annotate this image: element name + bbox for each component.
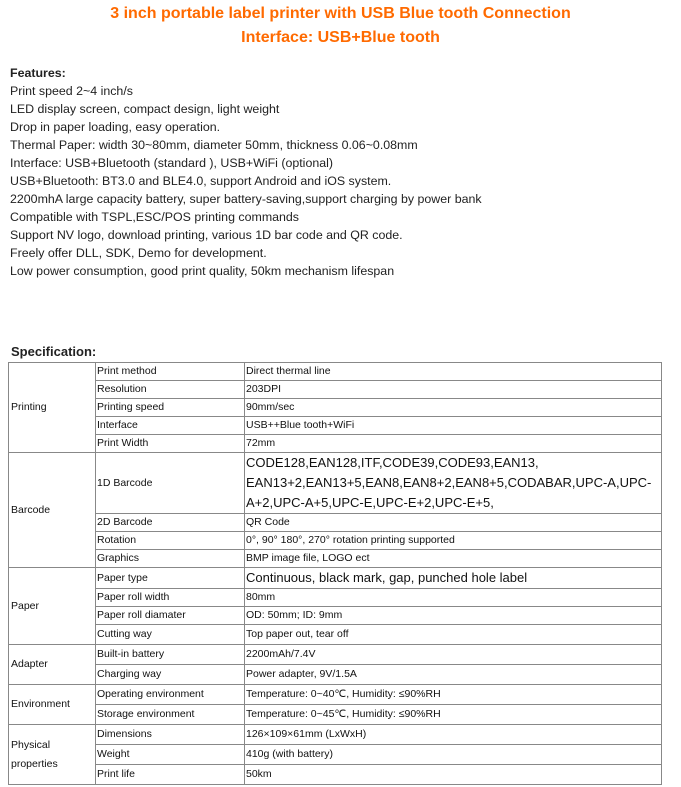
spec-value: USB++Blue tooth+WiFi: [245, 417, 662, 435]
table-row: [9, 453, 662, 514]
category-cell: Adapter: [9, 645, 96, 685]
spec-name: Print Width: [96, 435, 245, 453]
spec-name: Paper roll diamater: [96, 607, 245, 625]
table-row: [9, 745, 662, 765]
table-row: [9, 381, 662, 399]
feature-item: 2200mhA large capacity battery, super battery-saving,support charging by power bank: [10, 192, 482, 206]
feature-item: LED display screen, compact design, light weight: [10, 102, 280, 116]
table-row: [9, 550, 662, 568]
spec-name: Paper type: [96, 568, 245, 589]
spec-value: 203DPI: [245, 381, 662, 399]
spec-name: Built-in battery: [96, 645, 245, 665]
spec-name: Rotation: [96, 532, 245, 550]
category-cell: Environment: [9, 685, 96, 725]
spec-name: Print life: [96, 765, 245, 785]
spec-value: Continuous, black mark, gap, punched hole label: [245, 568, 662, 589]
category-cell: Barcode: [9, 453, 96, 568]
category-cell: Printing: [9, 363, 96, 453]
spec-value: Temperature: 0~40℃, Humidity: ≤90%RH: [245, 685, 662, 705]
page-title: 3 inch portable label printer with USB Blue tooth Connection: [110, 5, 571, 22]
category-cell: Physical properties: [9, 725, 96, 785]
feature-item: Drop in paper loading, easy operation.: [10, 120, 221, 134]
spec-name: Paper roll width: [96, 589, 245, 607]
spec-name: Operating environment: [96, 685, 245, 705]
table-row: [9, 705, 662, 725]
spec-value: 80mm: [245, 589, 662, 607]
spec-name: Cutting way: [96, 625, 245, 645]
spec-value: QR Code: [245, 514, 662, 532]
page-subtitle: Interface: USB+Blue tooth: [241, 29, 440, 46]
specification-table: [8, 362, 662, 785]
spec-name: Graphics: [96, 550, 245, 568]
specification-heading: Specification:: [11, 344, 97, 359]
table-row: [9, 645, 662, 665]
category-cell: Paper: [9, 568, 96, 645]
spec-value: Top paper out, tear off: [245, 625, 662, 645]
spec-name: Interface: [96, 417, 245, 435]
feature-item: Print speed 2~4 inch/s: [10, 84, 133, 98]
spec-name: Print method: [96, 363, 245, 381]
feature-item: Thermal Paper: width 30~80mm, diameter 50mm, thickness 0.06~0.08mm: [10, 138, 418, 152]
spec-value: 410g (with battery): [245, 745, 662, 765]
table-row: [9, 363, 662, 381]
spec-name: 1D Barcode: [96, 453, 245, 514]
feature-item: USB+Bluetooth: BT3.0 and BLE4.0, support Android and iOS system.: [10, 174, 392, 188]
features-heading: Features:: [10, 66, 66, 80]
spec-name: Resolution: [96, 381, 245, 399]
table-row: [9, 625, 662, 645]
spec-value: 0°, 90° 180°, 270° rotation printing supported: [245, 532, 662, 550]
spec-value: Direct thermal line: [245, 363, 662, 381]
spec-name: Weight: [96, 745, 245, 765]
feature-item: Freely offer DLL, SDK, Demo for development.: [10, 246, 267, 260]
spec-value: Temperature: 0~45℃, Humidity: ≤90%RH: [245, 705, 662, 725]
spec-name: Charging way: [96, 665, 245, 685]
feature-item: Support NV logo, download printing, various 1D bar code and QR code.: [10, 228, 403, 242]
table-row: [9, 589, 662, 607]
spec-value: Power adapter, 9V/1.5A: [245, 665, 662, 685]
spec-value: 2200mAh/7.4V: [245, 645, 662, 665]
spec-value: 90mm/sec: [245, 399, 662, 417]
feature-item: Interface: USB+Bluetooth (standard ), USB+WiFi (optional): [10, 156, 333, 170]
spec-value: 126×109×61mm (LxWxH): [245, 725, 662, 745]
table-row: [9, 514, 662, 532]
table-row: [9, 685, 662, 705]
table-row: [9, 532, 662, 550]
spec-value: BMP image file, LOGO ect: [245, 550, 662, 568]
feature-item: Compatible with TSPL,ESC/POS printing commands: [10, 210, 300, 224]
spec-value: CODE128,EAN128,ITF,CODE39,CODE93,EAN13, EAN13+2,EAN13+5,EAN8,EAN8+2,EAN8+5,CODABAR,UPC-A,UPC-A+2,UPC-A+5,UPC-E,UPC-E+2,UPC-E+5,: [245, 453, 662, 514]
table-row: [9, 435, 662, 453]
table-row: [9, 568, 662, 589]
feature-item: Low power consumption, good print quality, 50km mechanism lifespan: [10, 264, 395, 278]
spec-name: Storage environment: [96, 705, 245, 725]
spec-value: OD: 50mm; ID: 9mm: [245, 607, 662, 625]
spec-value: 72mm: [245, 435, 662, 453]
features-section: [10, 64, 482, 280]
table-row: [9, 399, 662, 417]
table-row: [9, 607, 662, 625]
table-row: [9, 725, 662, 745]
table-row: [9, 665, 662, 685]
spec-name: Dimensions: [96, 725, 245, 745]
table-row: [9, 417, 662, 435]
table-row: [9, 765, 662, 785]
spec-name: 2D Barcode: [96, 514, 245, 532]
spec-name: Printing speed: [96, 399, 245, 417]
spec-value: 50km: [245, 765, 662, 785]
